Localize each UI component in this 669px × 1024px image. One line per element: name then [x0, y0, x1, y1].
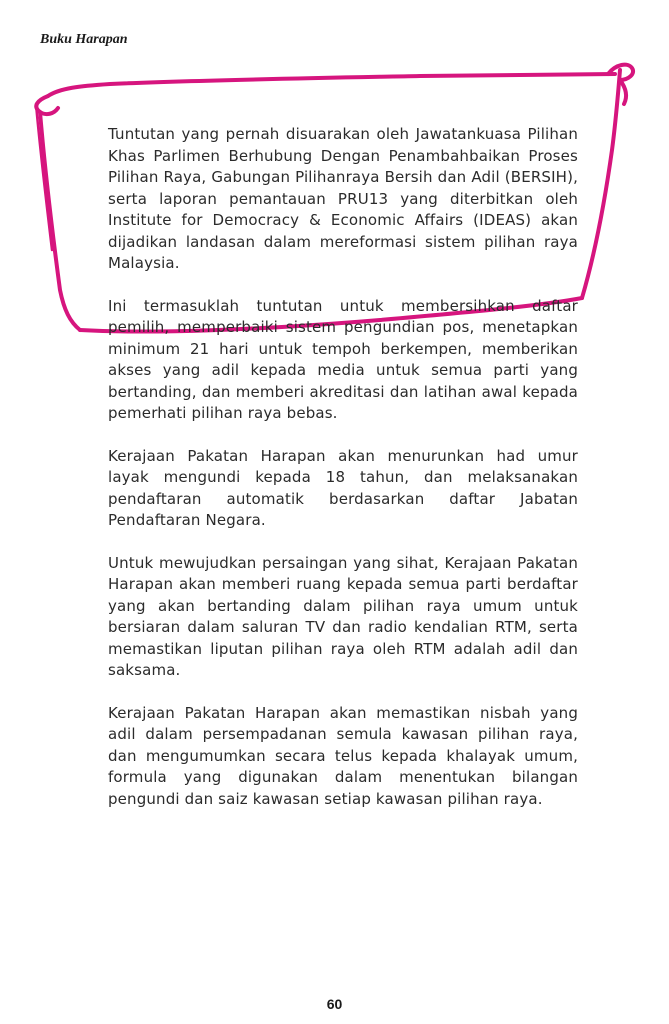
- body-text: [108, 124, 578, 831]
- running-header-title: Buku Harapan: [40, 32, 128, 47]
- paragraph: Kerajaan Pakatan Harapan akan menurunkan had umur layak mengundi kepada 18 tahun, dan melaksanakan pendaftaran automatik berdasarkan daftar Jabatan Pendaftaran Negara.: [108, 446, 578, 529]
- paragraph: Kerajaan Pakatan Harapan akan memastikan nisbah yang adil dalam persempadanan semula kawasan pilihan raya, dan mengumumkan secara telus kepada khalayak umum, formula yang digunakan dalam menentukan bilangan pengundi dan saiz kawasan setiap kawasan pilihan raya.: [108, 703, 578, 808]
- paragraph: Ini termasuklah tuntutan untuk membersihkan daftar pemilih, memperbaiki sistem pengundian pos, menetapkan minimum 21 hari untuk tempoh berkempen, memberikan akses yang adil kepada media untuk semua parti yang bertanding, dan memberi akreditasi dan latihan awal kepada pemerhati pilihan raya bebas.: [108, 296, 578, 422]
- paragraph: Untuk mewujudkan persaingan yang sihat, Kerajaan Pakatan Harapan akan memberi ruang kepada semua parti berdaftar yang akan bertanding dalam pilihan raya umum untuk bersiaran dalam saluran TV dan radio kendalian RTM, serta memastikan liputan pilihan raya oleh RTM adalah adil dan saksama.: [108, 553, 578, 679]
- paragraph: Tuntutan yang pernah disuarakan oleh Jawatankuasa Pilihan Khas Parlimen Berhubung Dengan Penambahbaikan Proses Pilihan Raya, Gabungan Pilihanraya Bersih dan Adil (BERSIH), serta laporan pemantauan PRU13 yang diterbitkan oleh Institute for Democracy & Economic Affairs (IDEAS) akan dijadikan landasan dalam mereformasi sistem pilihan raya Malaysia.: [108, 125, 578, 272]
- page-number: 60: [326, 996, 343, 1012]
